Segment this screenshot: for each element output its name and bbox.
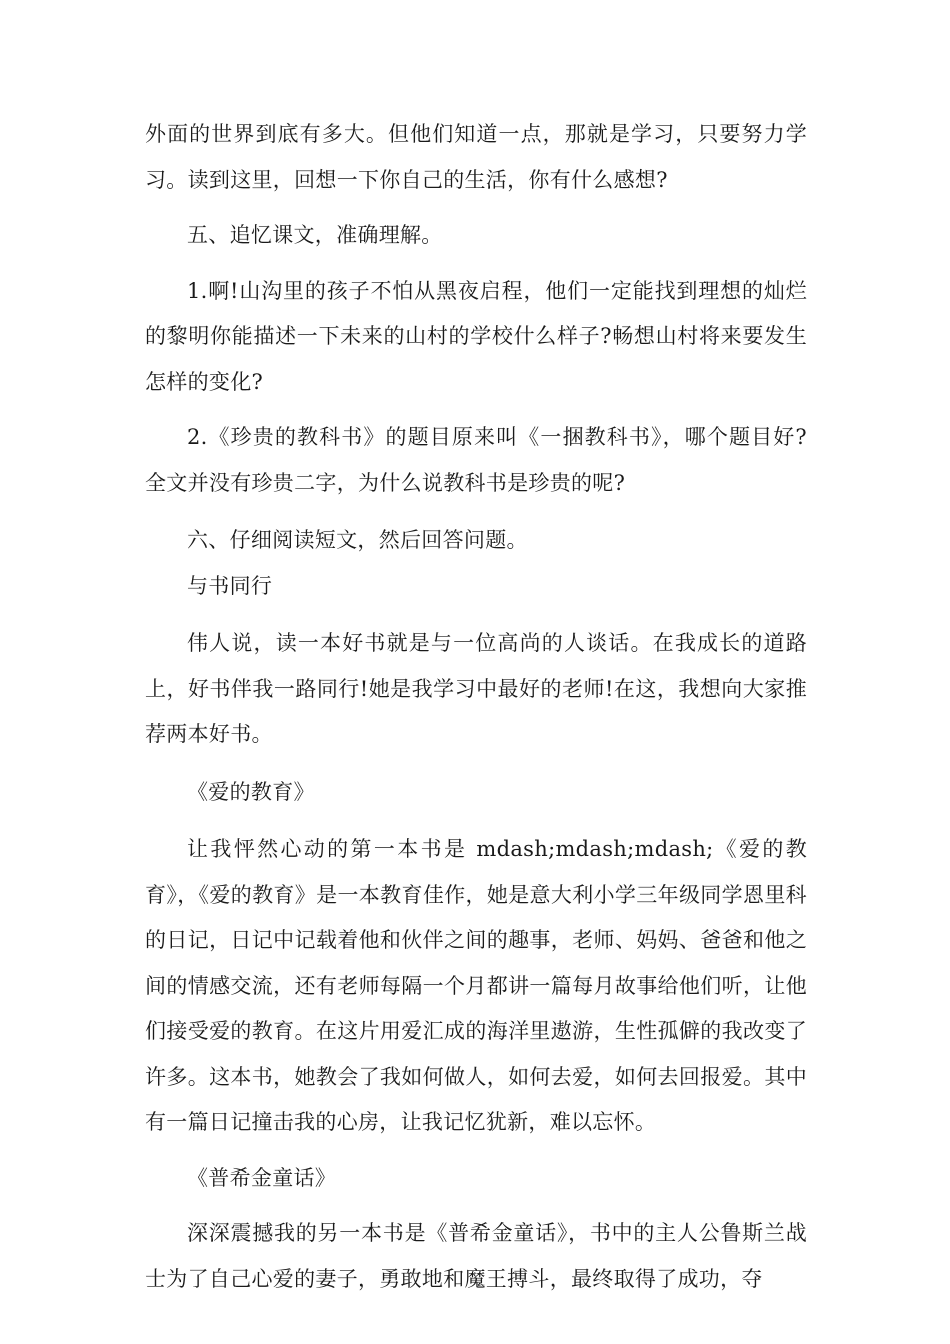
question-two: 2.《珍贵的教科书》的题目原来叫《一捆教科书》，哪个题目好? 全文并没有珍贵二字，为什么说教科书是珍贵的呢? [145,425,807,495]
question-one: 1.啊!山沟里的孩子不怕从黑夜启程，他们一定能找到理想的灿烂的黎明你能描述一下未来的山村的学校什么样子?畅想山村将来要发生怎样的变化? [145,278,807,394]
section-heading-five: 五、追忆课文，准确理解。 [187,223,443,247]
document-body [145,112,807,1302]
book-title-one: 《爱的教育》 [187,779,315,804]
book-title-two: 《普希金童话》 [187,1165,337,1190]
section-heading-six: 六、仔细阅读短文，然后回答问题。 [187,528,528,552]
paragraph-continuation: 外面的世界到底有多大。但他们知道一点，那就是学习，只要努力学习。读到这里，回想一下你自己的生活，你有什么感想? [145,122,807,192]
book-review-one: 让我怦然心动的第一本书是 mdash;mdash;mdash;《爱的教育》，《爱的教育》是一本教育佳作，她是意大利小学三年级同学恩里科的日记，日记中记载着他和伙伴之间的趣事，老师、妈妈、爸爸和他之间的情感交流，还有老师每隔一个月都讲一篇每月故事给他们听，让他们接受爱的教育。在这片用爱汇成的海洋里遨游，生性孤僻的我改变了许多。这本书，她教会了我如何做人，如何去爱，如何去回报爱。其中有一篇日记撞击我的心房，让我记忆犹新，难以忘怀。 [145,837,807,1134]
article-title: 与书同行 [187,573,273,598]
article-intro: 伟人说，读一本好书就是与一位高尚的人谈话。在我成长的道路上，好书伴我一路同行!她是我学习中最好的老师!在这，我想向大家推荐两本好书。 [145,631,807,746]
book-review-two: 深深震撼我的另一本书是《普希金童话》，书中的主人公鲁斯兰战士为了自己心爱的妻子，勇敢地和魔王搏斗，最终取得了成功，夺 [145,1221,807,1291]
